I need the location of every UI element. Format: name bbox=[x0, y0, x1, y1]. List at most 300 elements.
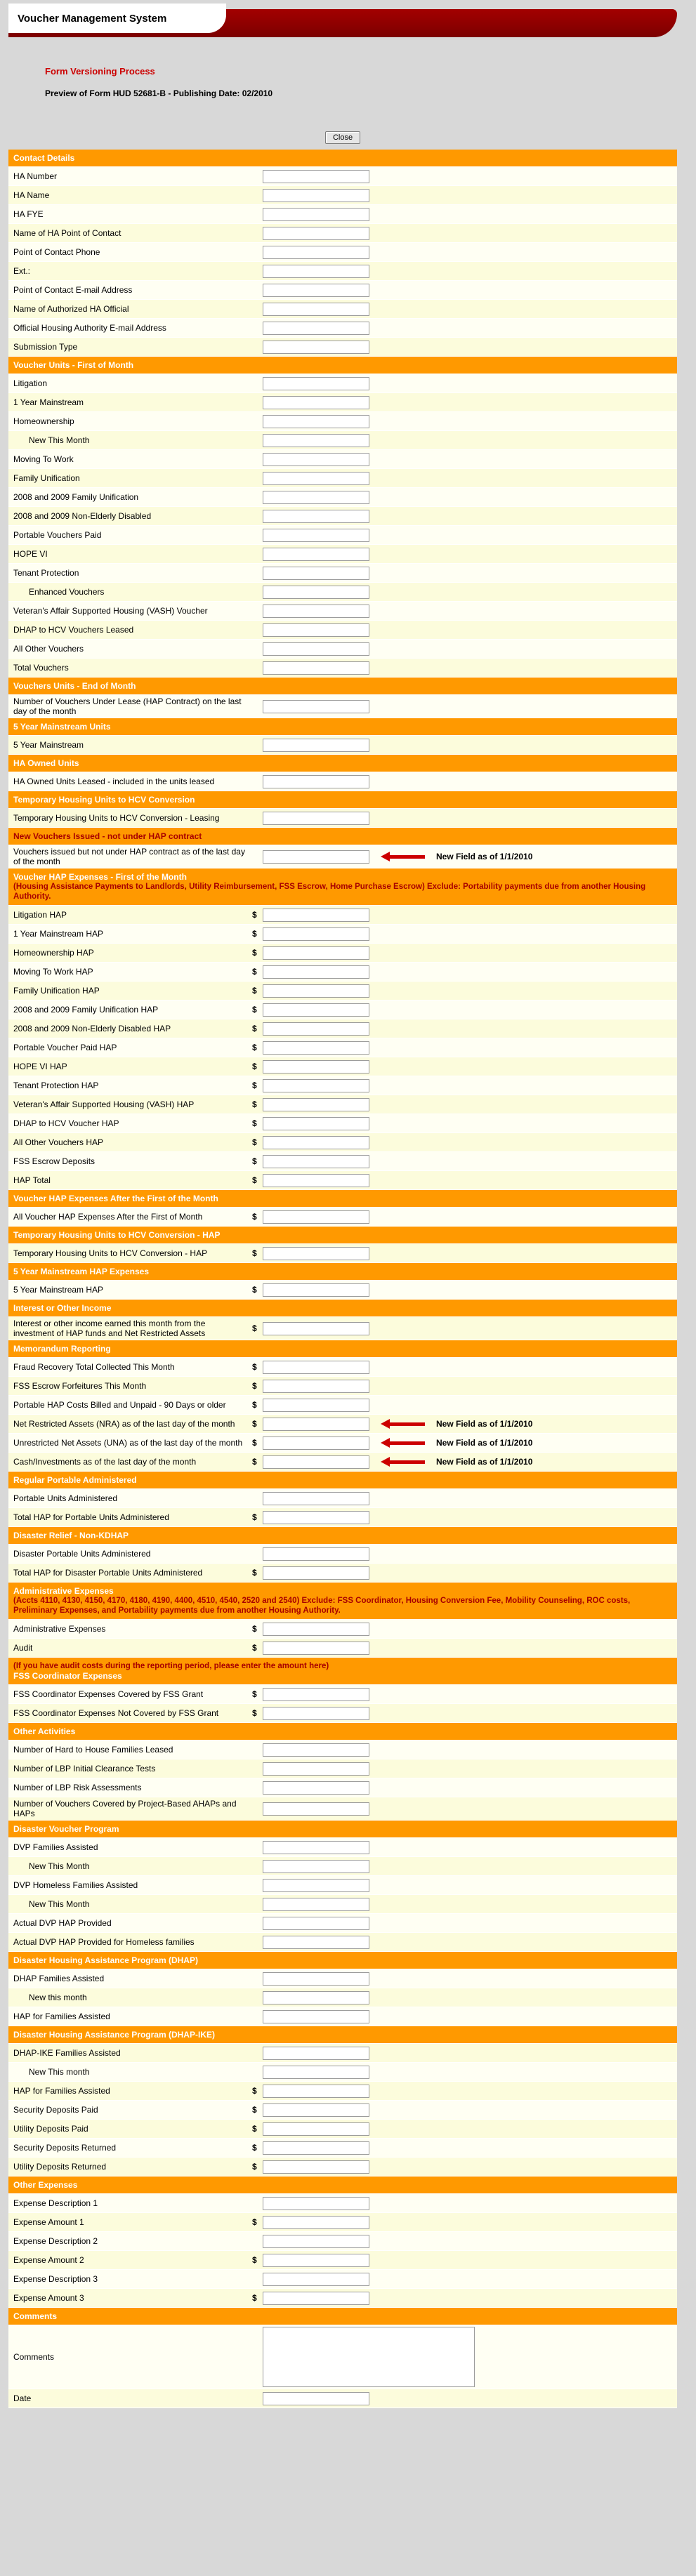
field-area bbox=[252, 1155, 369, 1168]
total-hap-for-portable-units-administered-input[interactable] bbox=[263, 1511, 369, 1524]
fss-coordinator-expenses-not-covered-by-fss-grant-input[interactable] bbox=[263, 1707, 369, 1720]
form-row bbox=[8, 507, 677, 526]
field-label: FSS Escrow Deposits bbox=[13, 1156, 96, 1166]
new-this-month-input-3[interactable] bbox=[263, 1898, 369, 1911]
field-area bbox=[252, 472, 369, 485]
new-this-month-input-4[interactable] bbox=[263, 1991, 369, 2004]
actual-dvp-hap-provided-input[interactable] bbox=[263, 1917, 369, 1930]
form-row bbox=[8, 1969, 677, 1988]
form-row bbox=[8, 1797, 677, 1821]
form-row bbox=[8, 1358, 677, 1377]
field-area bbox=[252, 2122, 369, 2136]
field-area bbox=[252, 1642, 369, 1655]
section-title: HA Owned Units bbox=[13, 758, 79, 768]
field-label: Moving To Work bbox=[13, 454, 74, 464]
portable-units-administered-input[interactable] bbox=[263, 1492, 369, 1505]
hap-total-input[interactable] bbox=[263, 1174, 369, 1187]
temporary-housing-units-to-hcv-conversion-leasing-input[interactable] bbox=[263, 812, 369, 825]
section-title: Disaster Housing Assistance Program (DHAP) bbox=[13, 1955, 198, 1965]
form-row bbox=[8, 640, 677, 659]
field-area bbox=[252, 909, 369, 922]
point-of-contact-e-mail-address-input[interactable] bbox=[263, 284, 369, 297]
expense-description-3-input[interactable] bbox=[263, 2273, 369, 2286]
hap-for-families-assisted-input[interactable] bbox=[263, 2010, 369, 2023]
moving-to-work-input[interactable] bbox=[263, 453, 369, 466]
number-of-vouchers-covered-by-project-based-ahaps-and-haps-input[interactable] bbox=[263, 1802, 369, 1816]
field-label: Homeownership bbox=[13, 416, 74, 426]
form-row bbox=[8, 2082, 677, 2101]
field-label: Point of Contact E-mail Address bbox=[13, 285, 133, 295]
2008-and-2009-non-elderly-disabled-hap-input[interactable] bbox=[263, 1022, 369, 1036]
ha-number-input[interactable] bbox=[263, 170, 369, 183]
enhanced-vouchers-input[interactable] bbox=[263, 586, 369, 599]
currency-symbol: $ bbox=[252, 1643, 257, 1653]
currency-symbol: $ bbox=[252, 1099, 257, 1109]
form-preview-heading: Preview of Form HUD 52681-B - Publishing Date: 02/2010 bbox=[45, 88, 273, 98]
dhap-to-hcv-voucher-hap-input[interactable] bbox=[263, 1117, 369, 1130]
field-label: Name of HA Point of Contact bbox=[13, 228, 122, 238]
currency-symbol: $ bbox=[252, 1156, 257, 1166]
field-label: Expense Amount 2 bbox=[13, 2255, 84, 2265]
form-row bbox=[8, 621, 677, 640]
form-row bbox=[8, 1639, 677, 1658]
currency-symbol: $ bbox=[252, 1062, 257, 1071]
field-area bbox=[252, 170, 369, 183]
field-label: DHAP Families Assisted bbox=[13, 1974, 105, 1983]
field-label: Utility Deposits Returned bbox=[13, 2162, 107, 2172]
veteran-s-affair-supported-housing-vash-voucher-input[interactable] bbox=[263, 605, 369, 618]
expense-amount-2-input[interactable] bbox=[263, 2254, 369, 2267]
2008-and-2009-non-elderly-disabled-input[interactable] bbox=[263, 510, 369, 523]
1-year-mainstream-input[interactable] bbox=[263, 396, 369, 409]
form-row bbox=[8, 906, 677, 925]
form-row bbox=[8, 2044, 677, 2063]
close-button[interactable]: Close bbox=[325, 131, 360, 144]
number-of-lbp-initial-clearance-tests-input[interactable] bbox=[263, 1762, 369, 1776]
field-label: Actual DVP HAP Provided bbox=[13, 1918, 112, 1928]
section-header-ha-owned-units bbox=[8, 755, 677, 772]
section-header-fss-coordinator-expenses bbox=[8, 1658, 677, 1685]
currency-symbol: $ bbox=[252, 1323, 257, 1333]
number-of-lbp-risk-assessments-input[interactable] bbox=[263, 1781, 369, 1795]
litigation-input[interactable] bbox=[263, 377, 369, 390]
field-area bbox=[252, 1003, 369, 1017]
field-area bbox=[252, 1972, 369, 1986]
field-area bbox=[252, 1511, 369, 1524]
all-other-vouchers-hap-input[interactable] bbox=[263, 1136, 369, 1149]
family-unification-input[interactable] bbox=[263, 472, 369, 485]
interest-or-other-income-earned-this-month-from-the-investment-of-hap-funds-and-net-restricted-assets-input[interactable] bbox=[263, 1322, 369, 1335]
field-label: Utility Deposits Paid bbox=[13, 2124, 88, 2134]
form-row bbox=[8, 2213, 677, 2232]
comments-textarea[interactable] bbox=[263, 2327, 475, 2387]
currency-symbol: $ bbox=[252, 2217, 257, 2227]
field-area bbox=[252, 1247, 369, 1260]
portable-vouchers-paid-input[interactable] bbox=[263, 529, 369, 542]
section-header-regular-portable-administered bbox=[8, 1472, 677, 1489]
number-of-vouchers-under-lease-hap-contract-on-the-last-day-of-the-month-input[interactable] bbox=[263, 700, 369, 713]
form-row bbox=[8, 1620, 677, 1639]
new-this-month-input-2[interactable] bbox=[263, 1860, 369, 1873]
form-versioning-heading: Form Versioning Process bbox=[45, 66, 155, 77]
form-row bbox=[8, 1114, 677, 1133]
field-label: Moving To Work HAP bbox=[13, 967, 93, 977]
section-header-comments bbox=[8, 2308, 677, 2325]
dvp-homeless-families-assisted-input[interactable] bbox=[263, 1879, 369, 1892]
2008-and-2009-family-unification-input[interactable] bbox=[263, 491, 369, 504]
field-area bbox=[252, 2273, 369, 2286]
expense-amount-3-input[interactable] bbox=[263, 2292, 369, 2305]
family-unification-hap-input[interactable] bbox=[263, 984, 369, 998]
field-label: 2008 and 2009 Non-Elderly Disabled HAP bbox=[13, 1024, 171, 1033]
dhap-to-hcv-vouchers-leased-input[interactable] bbox=[263, 623, 369, 637]
field-area bbox=[252, 453, 369, 466]
form-row bbox=[8, 2289, 677, 2308]
field-label: HAP Total bbox=[13, 1175, 51, 1185]
field-label: DHAP-IKE Families Assisted bbox=[13, 2048, 121, 2058]
form-row bbox=[8, 1208, 677, 1227]
currency-symbol: $ bbox=[252, 1212, 257, 1222]
field-label: Number of Vouchers Covered by Project-Based AHAPs and HAPs bbox=[13, 1799, 237, 1818]
field-label: Interest or other income earned this month from the investment of HAP funds and Net Restricted Assets bbox=[13, 1319, 206, 1338]
currency-symbol: $ bbox=[252, 929, 257, 939]
security-deposits-paid-input[interactable] bbox=[263, 2103, 369, 2117]
field-area bbox=[252, 1098, 369, 1111]
homeownership-hap-input[interactable] bbox=[263, 946, 369, 960]
field-area bbox=[252, 396, 369, 409]
field-label: Ext.: bbox=[13, 266, 31, 276]
total-vouchers-input[interactable] bbox=[263, 661, 369, 675]
form-row bbox=[8, 659, 677, 678]
ext-input[interactable] bbox=[263, 265, 369, 278]
cash-investments-as-of-the-last-day-of-the-month-input[interactable] bbox=[263, 1455, 369, 1469]
section-disaster-relief-non-kdhap bbox=[8, 1527, 677, 1583]
submission-type-input[interactable] bbox=[263, 341, 369, 354]
field-area bbox=[252, 1547, 369, 1561]
expense-description-2-input[interactable] bbox=[263, 2235, 369, 2248]
currency-symbol: $ bbox=[252, 1568, 257, 1578]
section-fss-coordinator-expenses bbox=[8, 1658, 677, 1723]
fss-escrow-deposits-input[interactable] bbox=[263, 1155, 369, 1168]
field-area bbox=[252, 434, 369, 447]
section-header-administrative-expenses bbox=[8, 1583, 677, 1620]
form-row bbox=[8, 1415, 677, 1434]
vouchers-issued-but-not-under-hap-contract-as-of-the-last-day-of-the-month-input[interactable] bbox=[263, 850, 369, 864]
name-of-ha-point-of-contact-input[interactable] bbox=[263, 227, 369, 240]
form-row bbox=[8, 1914, 677, 1933]
field-area bbox=[252, 2160, 369, 2174]
currency-symbol: $ bbox=[252, 1400, 257, 1410]
official-housing-authority-e-mail-address-input[interactable] bbox=[263, 322, 369, 335]
form-row bbox=[8, 1038, 677, 1057]
field-label: HOPE VI bbox=[13, 549, 48, 559]
form-row bbox=[8, 963, 677, 982]
field-label: Total HAP for Portable Units Administered bbox=[13, 1512, 169, 1522]
currency-symbol: $ bbox=[252, 1708, 257, 1718]
currency-symbol: $ bbox=[252, 2124, 257, 2134]
currency-symbol: $ bbox=[252, 1438, 257, 1448]
field-area bbox=[252, 965, 369, 979]
field-area bbox=[252, 284, 369, 297]
form-row bbox=[8, 393, 677, 412]
hap-for-families-assisted-input-2[interactable] bbox=[263, 2085, 369, 2098]
field-label: Submission Type bbox=[13, 342, 78, 352]
form-row bbox=[8, 1377, 677, 1396]
section-title: Other Expenses bbox=[13, 2180, 78, 2190]
currency-symbol: $ bbox=[252, 1457, 257, 1467]
form-row bbox=[8, 1019, 677, 1038]
field-label: FSS Coordinator Expenses Covered by FSS Grant bbox=[13, 1689, 204, 1699]
field-area bbox=[252, 1781, 369, 1795]
currency-symbol: $ bbox=[252, 2086, 257, 2096]
section-header-contact-details bbox=[8, 150, 677, 167]
field-label: Security Deposits Returned bbox=[13, 2143, 117, 2153]
left-arrow-icon bbox=[381, 1457, 425, 1467]
fss-coordinator-expenses-covered-by-fss-grant-input[interactable] bbox=[263, 1688, 369, 1701]
field-area bbox=[252, 1879, 369, 1892]
field-label: Net Restricted Assets (NRA) as of the last day of the month bbox=[13, 1419, 235, 1429]
arrow-shaft bbox=[390, 1460, 425, 1464]
field-area bbox=[252, 1022, 369, 1036]
form-row bbox=[8, 1396, 677, 1415]
section-title: Memorandum Reporting bbox=[13, 1344, 111, 1354]
administrative-expenses-input[interactable] bbox=[263, 1623, 369, 1636]
form-row bbox=[8, 1317, 677, 1340]
section-header-voucher-hap-expenses-after-the-first-of-the-month bbox=[8, 1190, 677, 1208]
section-header-note: (Accts 4110, 4130, 4150, 4170, 4180, 4190, 4400, 4510, 4540, 2520 and 2540) Exclude: FSS Coordinator, Housing Conversion Fee, Mobility Counseling, ROC costs, Preliminary Expenses, and Portability payments due from another Housing Authority. bbox=[13, 1597, 631, 1615]
app-title: Voucher Management System bbox=[18, 12, 167, 25]
form-row bbox=[8, 564, 677, 583]
form-row bbox=[8, 1895, 677, 1914]
field-label: HA Number bbox=[13, 171, 58, 181]
field-label: Tenant Protection bbox=[13, 568, 79, 578]
litigation-hap-input[interactable] bbox=[263, 909, 369, 922]
annotation-text: New Field as of 1/1/2010 bbox=[436, 1457, 533, 1467]
form-row bbox=[8, 1838, 677, 1857]
field-area bbox=[252, 1707, 369, 1720]
hope-vi-hap-input[interactable] bbox=[263, 1060, 369, 1074]
new-this-month-input-5[interactable] bbox=[263, 2066, 369, 2079]
field-label: Homeownership HAP bbox=[13, 948, 94, 958]
form-row bbox=[8, 1489, 677, 1508]
field-area bbox=[252, 1492, 369, 1505]
form-row bbox=[8, 583, 677, 602]
field-area bbox=[252, 2085, 369, 2098]
name-of-authorized-ha-official-input[interactable] bbox=[263, 303, 369, 316]
vms-form bbox=[8, 150, 677, 2408]
currency-symbol: $ bbox=[252, 948, 257, 958]
field-label: 5 Year Mainstream HAP bbox=[13, 1285, 104, 1295]
arrow-shaft bbox=[390, 1441, 425, 1445]
new-field-annotation bbox=[381, 1457, 532, 1467]
all-other-vouchers-input[interactable] bbox=[263, 642, 369, 656]
field-area bbox=[252, 1841, 369, 1854]
field-label: Actual DVP HAP Provided for Homeless families bbox=[13, 1937, 195, 1947]
number-of-hard-to-house-families-leased-input[interactable] bbox=[263, 1743, 369, 1757]
field-label: Cash/Investments as of the last day of the month bbox=[13, 1457, 197, 1467]
section-disaster-housing-assistance-program-dhap-ike bbox=[8, 2026, 677, 2177]
new-field-annotation bbox=[381, 1438, 532, 1448]
form-row bbox=[8, 2158, 677, 2177]
security-deposits-returned-input[interactable] bbox=[263, 2141, 369, 2155]
form-row bbox=[8, 1133, 677, 1152]
field-area bbox=[252, 1991, 369, 2004]
field-area bbox=[252, 586, 369, 599]
currency-symbol: $ bbox=[252, 1005, 257, 1015]
hope-vi-input[interactable] bbox=[263, 548, 369, 561]
section-title: 5 Year Mainstream HAP Expenses bbox=[13, 1267, 149, 1276]
ha-name-input[interactable] bbox=[263, 189, 369, 202]
form-row bbox=[8, 1778, 677, 1797]
2008-and-2009-family-unification-hap-input[interactable] bbox=[263, 1003, 369, 1017]
tenant-protection-input[interactable] bbox=[263, 567, 369, 580]
form-row bbox=[8, 2232, 677, 2251]
form-row bbox=[8, 1857, 677, 1876]
close-button-row bbox=[8, 131, 677, 144]
audit-input[interactable] bbox=[263, 1642, 369, 1655]
field-area bbox=[252, 850, 532, 864]
field-area bbox=[252, 661, 369, 675]
field-label: Number of Vouchers Under Lease (HAP Contract) on the last day of the month bbox=[13, 696, 242, 716]
field-label: Portable Vouchers Paid bbox=[13, 530, 102, 540]
field-area bbox=[252, 2010, 369, 2023]
currency-symbol: $ bbox=[252, 967, 257, 977]
section-title: Temporary Housing Units to HCV Conversion bbox=[13, 795, 195, 805]
currency-symbol: $ bbox=[252, 1137, 257, 1147]
utility-deposits-paid-input[interactable] bbox=[263, 2122, 369, 2136]
currency-symbol: $ bbox=[252, 1419, 257, 1429]
field-area bbox=[252, 739, 369, 752]
net-restricted-assets-nra-as-of-the-last-day-of-the-month-input[interactable] bbox=[263, 1418, 369, 1431]
dhap-ike-families-assisted-input[interactable] bbox=[263, 2047, 369, 2060]
left-arrow-icon bbox=[381, 1419, 425, 1429]
currency-symbol: $ bbox=[252, 1118, 257, 1128]
field-area bbox=[252, 1060, 369, 1074]
field-label: Expense Amount 3 bbox=[13, 2293, 84, 2303]
currency-symbol: $ bbox=[252, 1689, 257, 1699]
form-row bbox=[8, 281, 677, 300]
veteran-s-affair-supported-housing-vash-hap-input[interactable] bbox=[263, 1098, 369, 1111]
field-label: New This month bbox=[29, 2067, 90, 2077]
section-contact-details bbox=[8, 150, 677, 357]
point-of-contact-phone-input[interactable] bbox=[263, 246, 369, 259]
section-other-activities bbox=[8, 1723, 677, 1821]
field-area bbox=[252, 642, 369, 656]
field-label: Number of LBP Risk Assessments bbox=[13, 1783, 142, 1792]
field-area bbox=[252, 700, 369, 713]
fss-escrow-forfeitures-this-month-input[interactable] bbox=[263, 1380, 369, 1393]
form-row bbox=[8, 2270, 677, 2289]
field-label: Portable Voucher Paid HAP bbox=[13, 1043, 117, 1052]
arrow-head bbox=[381, 1419, 390, 1429]
annotation-text: New Field as of 1/1/2010 bbox=[436, 1419, 533, 1429]
app-title-box bbox=[8, 4, 226, 33]
5-year-mainstream-hap-input[interactable] bbox=[263, 1283, 369, 1297]
section-memorandum-reporting bbox=[8, 1340, 677, 1472]
form-row bbox=[8, 772, 677, 791]
field-area bbox=[252, 415, 369, 428]
section-5-year-mainstream-hap-expenses bbox=[8, 1263, 677, 1300]
date-input[interactable] bbox=[263, 2392, 369, 2405]
section-ha-owned-units bbox=[8, 755, 677, 791]
form-row bbox=[8, 262, 677, 281]
utility-deposits-returned-input[interactable] bbox=[263, 2160, 369, 2174]
dvp-families-assisted-input[interactable] bbox=[263, 1841, 369, 1854]
disaster-portable-units-administered-input[interactable] bbox=[263, 1547, 369, 1561]
1-year-mainstream-hap-input[interactable] bbox=[263, 927, 369, 941]
field-label: 2008 and 2009 Non-Elderly Disabled bbox=[13, 511, 152, 521]
field-area bbox=[252, 605, 369, 618]
all-voucher-hap-expenses-after-the-first-of-month-input[interactable] bbox=[263, 1210, 369, 1224]
currency-symbol: $ bbox=[252, 1285, 257, 1295]
field-label: Portable HAP Costs Billed and Unpaid - 90 Days or older bbox=[13, 1400, 226, 1410]
moving-to-work-hap-input[interactable] bbox=[263, 965, 369, 979]
portable-hap-costs-billed-and-unpaid-90-days-or-older-input[interactable] bbox=[263, 1399, 369, 1412]
section-other-expenses bbox=[8, 2177, 677, 2308]
actual-dvp-hap-provided-for-homeless-families-input[interactable] bbox=[263, 1936, 369, 1949]
expense-description-1-input[interactable] bbox=[263, 2197, 369, 2210]
new-field-annotation bbox=[381, 1419, 532, 1429]
temporary-housing-units-to-hcv-conversion-hap-input[interactable] bbox=[263, 1247, 369, 1260]
field-area bbox=[252, 1898, 369, 1911]
ha-fye-input[interactable] bbox=[263, 208, 369, 221]
total-hap-for-disaster-portable-units-administered-input[interactable] bbox=[263, 1566, 369, 1580]
form-row bbox=[8, 982, 677, 1000]
section-title: Interest or Other Income bbox=[13, 1303, 112, 1313]
form-row bbox=[8, 809, 677, 828]
ha-owned-units-leased-included-in-the-units-leased-input[interactable] bbox=[263, 775, 369, 788]
field-label: Temporary Housing Units to HCV Conversion - HAP bbox=[13, 1248, 208, 1258]
field-label: Comments bbox=[13, 2352, 55, 2362]
field-area bbox=[252, 812, 369, 825]
5-year-mainstream-input[interactable] bbox=[263, 739, 369, 752]
form-row bbox=[8, 2251, 677, 2270]
section-new-vouchers-issued-not-under-hap-contract bbox=[8, 828, 677, 868]
homeownership-input[interactable] bbox=[263, 415, 369, 428]
tenant-protection-hap-input[interactable] bbox=[263, 1079, 369, 1092]
field-label: Security Deposits Paid bbox=[13, 2105, 98, 2115]
unrestricted-net-assets-una-as-of-the-last-day-of-the-month-input[interactable] bbox=[263, 1436, 369, 1450]
field-area bbox=[252, 1802, 369, 1816]
currency-symbol: $ bbox=[252, 1362, 257, 1372]
expense-amount-1-input[interactable] bbox=[263, 2216, 369, 2229]
currency-symbol: $ bbox=[252, 1624, 257, 1634]
arrow-shaft bbox=[390, 1422, 425, 1426]
field-area bbox=[252, 1743, 369, 1757]
section-header-vouchers-units-end-of-month bbox=[8, 678, 677, 695]
section-header-5-year-mainstream-units bbox=[8, 718, 677, 736]
arrow-head bbox=[381, 1457, 390, 1467]
form-row bbox=[8, 545, 677, 564]
section-regular-portable-administered bbox=[8, 1472, 677, 1527]
field-area bbox=[252, 1566, 369, 1580]
currency-symbol: $ bbox=[252, 1381, 257, 1391]
currency-symbol: $ bbox=[252, 1175, 257, 1185]
new-this-month-input[interactable] bbox=[263, 434, 369, 447]
form-row bbox=[8, 1453, 677, 1472]
form-row bbox=[8, 2007, 677, 2026]
form-row bbox=[8, 1988, 677, 2007]
form-row bbox=[8, 925, 677, 944]
dhap-families-assisted-input[interactable] bbox=[263, 1972, 369, 1986]
fraud-recovery-total-collected-this-month-input[interactable] bbox=[263, 1361, 369, 1374]
currency-symbol: $ bbox=[252, 1248, 257, 1258]
field-label: All Voucher HAP Expenses After the First of Month bbox=[13, 1212, 203, 1222]
portable-voucher-paid-hap-input[interactable] bbox=[263, 1041, 369, 1055]
field-area bbox=[252, 1283, 369, 1297]
field-label: Total HAP for Disaster Portable Units Administered bbox=[13, 1568, 203, 1578]
form-row bbox=[8, 1564, 677, 1583]
